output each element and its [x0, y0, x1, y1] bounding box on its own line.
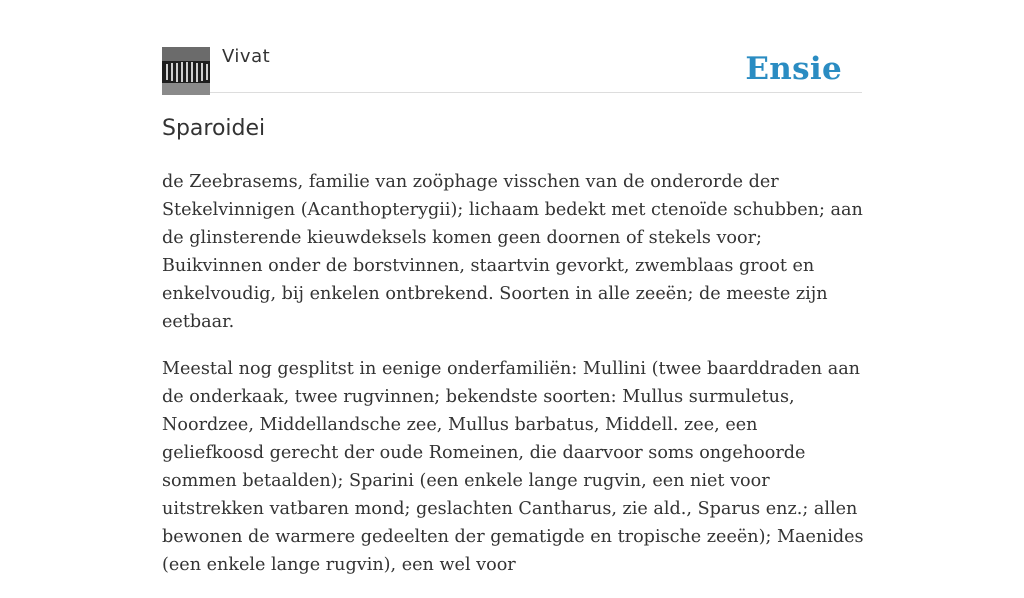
paragraph: de Zeebrasems, familie van zoöphage visschen van de onderorde der Stekelvinnigen (Acanthopterygii); lichaam bedekt met ctenoïde schubben; aan de glinsterende kieuwdeksels komen geen doornen of stekels voor; Buikvinnen onder de borstvinnen, staartvin gevorkt, zwemblaas groot en enkelvoudig, bij enkelen ontbrekend. Soorten in alle zeeën; de meeste zijn eetbaar. [162, 172, 863, 332]
paragraph: Meestal nog gesplitst in eenige onderfamiliën: Mullini (twee baarddraden aan de onderkaak, twee rugvinnen; bekendste soorten: Mullus surmuletus, Noordzee, Middellandsche zee, Mullus barbatus, Middell. zee, een geliefkoosd gerecht der oude Romeinen, die daarvoor soms ongehoorde sommen betaalden); Sparini (een enkele lange rugvin, een niet voor uitstrekken vatbaren mond; geslachten Cantharus, zie ald., Sparus enz.; allen bewonen de warmere gedeelten der gematigde en tropische zeeën); Maenides (een enkele lange rugvin), een wel voor [162, 359, 864, 575]
author-name[interactable]: Vivat [222, 46, 271, 67]
article-title: Sparoidei [162, 116, 266, 141]
article-body [162, 168, 864, 598]
avatar[interactable] [162, 47, 210, 95]
brand-logo[interactable]: Ensie [745, 51, 842, 87]
header [162, 40, 862, 93]
avatar-image [162, 47, 210, 95]
